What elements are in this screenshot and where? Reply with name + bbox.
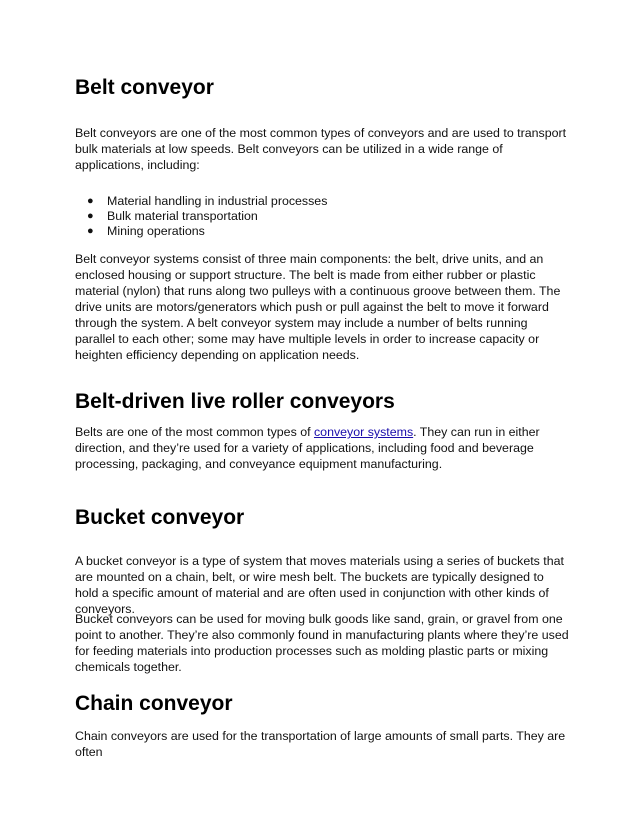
live-roller-text-end: . They can run in either direction, and they’re used for a variety of applications, including food and beverage processing, packaging, and conveyance equipment manufacturing. [75,425,540,471]
bucket-paragraph-1: A bucket conveyor is a type of system that moves materials using a series of buckets that are mounted on a chain, belt, or wire mesh belt. The buckets are typically designed to hold a specific amount of material and are often used in conjunction with other kinds of conveyors. [75,554,564,616]
conveyor-systems-link[interactable]: conveyor systems [313,425,414,439]
chain-paragraph-1: Chain conveyors are used for the transportation of large amounts of small parts. They are often [75,729,566,759]
belt-applications-list [75,194,570,239]
heading-bucket-conveyor: Bucket conveyor [75,506,245,529]
heading-chain-conveyor: Chain conveyor [75,692,233,715]
live-roller-paragraph [75,424,570,472]
list-item [75,224,570,239]
list-item [75,194,570,209]
list-item-text: Material handling in industrial processes [107,194,328,208]
list-item-text: Bulk material transportation [107,209,258,223]
list-item [75,209,570,224]
list-item-text: Mining operations [107,224,205,238]
heading-live-roller-conveyors: Belt-driven live roller conveyors [75,390,395,413]
bullet-icon: ● [87,195,94,207]
bullet-icon: ● [87,225,94,237]
belt-intro-paragraph: Belt conveyors are one of the most common types of conveyors and are used to transport bulk materials at low speeds. Belt conveyors can be utilized in a wide range of applications, including: [75,126,567,172]
bullet-icon: ● [87,210,94,222]
heading-belt-conveyor: Belt conveyor [75,76,214,99]
bucket-paragraph-2: Bucket conveyors can be used for moving bulk goods like sand, grain, or gravel from one point to another. They’re also commonly found in manufacturing plants where they’re used for feeding materials into production processes such as molding plastic parts or mixing chemicals together. [75,612,569,674]
belt-body-paragraph: Belt conveyor systems consist of three main components: the belt, drive units, and an enclosed housing or support structure. The belt is made from either rubber or plastic material (nylon) that runs along two pulleys with a continuous groove between them. The drive units are motors/generators which push or pull against the belt to move it forward through the system. A belt conveyor system may include a number of belts running parallel to each other; some may have multiple levels in order to increase capacity or heighten efficiency depending on application needs. [75,252,561,362]
live-roller-text-start: Belts are one of the most common types of [75,425,314,439]
